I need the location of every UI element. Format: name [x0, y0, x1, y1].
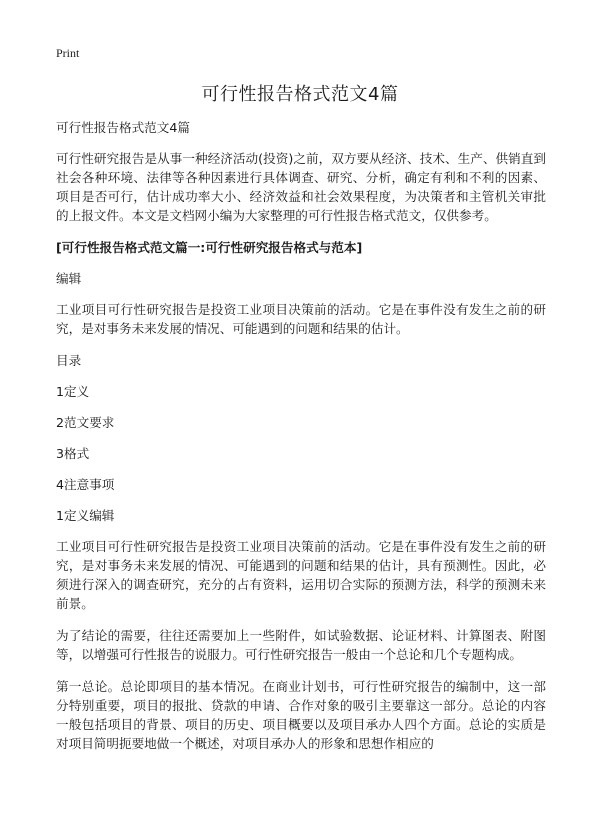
print-link[interactable]: Print	[56, 46, 80, 60]
document-subtitle: 可行性报告格式范文4篇	[56, 120, 190, 135]
intro-paragraph: 可行性研究报告是从事一种经济活动(投资)之前，双方要从经济、技术、生产、供销直到社会各种环境、法律等各种因素进行具体调查、研究、分析，确定有利和不利的因素、项目是否可行，估计成功率大小、经济效益和社会效果程度，为决策者和主管机关审批的上报文件。本文是文档网小编为大家整理的可行性报告格式范文，仅供参考。	[56, 151, 546, 223]
body-paragraph-3: 为了结论的需要，往往还需要加上一些附件，如试验数据、论证材料、计算图表、附图等，以增强可行性报告的说服力。可行性研究报告一般由一个总论和几个专题构成。	[56, 628, 546, 662]
edit-label: 编辑	[56, 271, 82, 286]
document-body	[56, 118, 546, 764]
toc-item-format: 3格式	[56, 446, 90, 461]
document-title: 可行性报告格式范文4篇	[201, 84, 399, 105]
definition-edit-heading: 1定义编辑	[56, 508, 115, 523]
toc-item-definition: 1定义	[56, 384, 90, 399]
toc-item-notes: 4注意事项	[56, 477, 115, 492]
toc-heading: 目录	[56, 353, 82, 368]
section-heading: [可行性报告格式范文篇一:可行性研究报告格式与范本]	[56, 240, 363, 255]
toc-item-requirements: 2范文要求	[56, 415, 115, 430]
body-paragraph-2: 工业项目可行性研究报告是投资工业项目决策前的活动。它是在事件没有发生之前的研究，是对事务未来发展的情况、可能遇到的问题和结果的估计，具有预测性。因此，必须进行深入的调查研究，充分的占有资料，运用切合实际的预测方法，科学的预测未来前景。	[56, 539, 546, 611]
body-paragraph-1: 工业项目可行性研究报告是投资工业项目决策前的活动。它是在事件没有发生之前的研究，是对事务未来发展的情况、可能遇到的问题和结果的估计。	[56, 302, 546, 336]
body-paragraph-4: 第一总论。总论即项目的基本情况。在商业计划书，可行性研究报告的编制中，这一部分特别重要，项目的报批、贷款的申请、合作对象的吸引主要靠这一部分。总论的内容一般包括项目的背景、项目的历史、项目概要以及项目承办人四个方面。总论的实质是对项目简明扼要地做一个概述，对项目承办人的形象和思想作相应的	[56, 679, 546, 751]
